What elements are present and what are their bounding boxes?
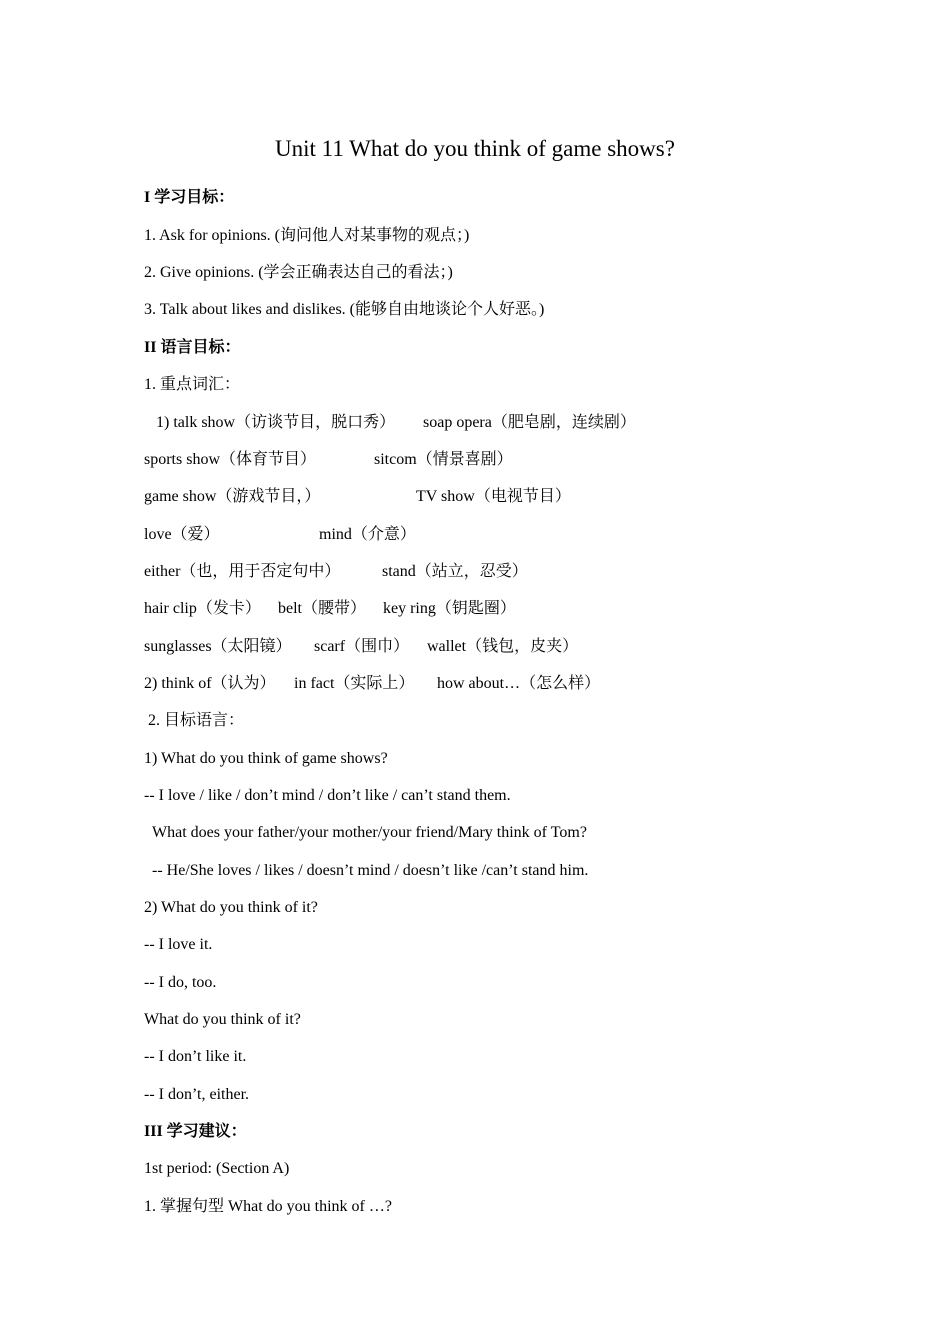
goal-item: 3. Talk about likes and dislikes. (能够自由地谈论个人好恶。)	[144, 301, 545, 318]
vocab-term: TV show（电视节目）	[416, 488, 571, 505]
target-line: 2) What do you think of it?	[144, 899, 318, 916]
vocab-term: scarf（围巾）	[314, 638, 410, 655]
vocab-row	[144, 561, 844, 583]
vocab-term: belt（腰带）	[278, 600, 366, 617]
goal-item: 1. Ask for opinions. (询问他人对某事物的观点；)	[144, 227, 470, 244]
vocab-row	[144, 412, 844, 434]
target-line: -- I love / like / don’t mind / don’t like / can’t stand them.	[144, 787, 511, 804]
vocab-term: soap opera（肥皂剧，连续剧）	[423, 414, 636, 431]
section-heading-learning-advice: III 学习建议：	[144, 1123, 247, 1140]
period-label: 1st period: (Section A)	[144, 1160, 290, 1177]
target-line: What does your father/your mother/your friend/Mary think of Tom?	[152, 824, 587, 841]
vocab-term: how about…（怎么样）	[437, 675, 601, 692]
vocab-row	[144, 636, 844, 658]
vocab-row	[144, 524, 844, 546]
vocab-heading: 1. 重点词汇：	[144, 376, 241, 393]
goal-item: 2. Give opinions. (学会正确表达自己的看法；)	[144, 264, 453, 281]
target-line: -- He/She loves / likes / doesn’t mind / doesn’t like /can’t stand him.	[152, 862, 589, 879]
vocab-row	[144, 673, 844, 695]
vocab-term: hair clip（发卡）	[144, 600, 261, 617]
vocab-term: in fact（实际上）	[294, 675, 415, 692]
vocab-term: sports show（体育节目）	[144, 451, 317, 468]
vocab-row	[144, 486, 844, 508]
target-line: -- I love it.	[144, 936, 213, 953]
vocab-term: mind（介意）	[319, 526, 416, 543]
target-line: What do you think of it?	[144, 1011, 301, 1028]
vocab-term: game show（游戏节目，）	[144, 488, 321, 505]
document-title: Unit 11 What do you think of game shows?	[275, 136, 675, 161]
vocab-row	[144, 449, 844, 471]
section-heading-learning-goals: I 学习目标：	[144, 189, 235, 206]
vocab-term: stand（站立，忍受）	[382, 563, 528, 580]
vocab-term: 1) talk show（访谈节目，脱口秀）	[156, 414, 396, 431]
target-line: -- I don’t, either.	[144, 1086, 250, 1103]
vocab-term: key ring（钥匙圈）	[383, 600, 516, 617]
target-language-heading: 2. 目标语言：	[148, 712, 245, 729]
vocab-row	[144, 598, 844, 620]
vocab-term: either（也，用于否定句中）	[144, 563, 341, 580]
vocab-term: sunglasses（太阳镜）	[144, 638, 292, 655]
vocab-term: 2) think of（认为）	[144, 675, 276, 692]
vocab-term: wallet（钱包，皮夹）	[427, 638, 579, 655]
target-line: -- I don’t like it.	[144, 1048, 247, 1065]
target-line: -- I do, too.	[144, 974, 217, 991]
vocab-term: love（爱）	[144, 526, 220, 543]
target-line: 1) What do you think of game shows?	[144, 750, 388, 767]
vocab-term: sitcom（情景喜剧）	[374, 451, 513, 468]
advice-item: 1. 掌握句型 What do you think of …?	[144, 1198, 392, 1215]
section-heading-language-goals: II 语言目标：	[144, 339, 241, 356]
